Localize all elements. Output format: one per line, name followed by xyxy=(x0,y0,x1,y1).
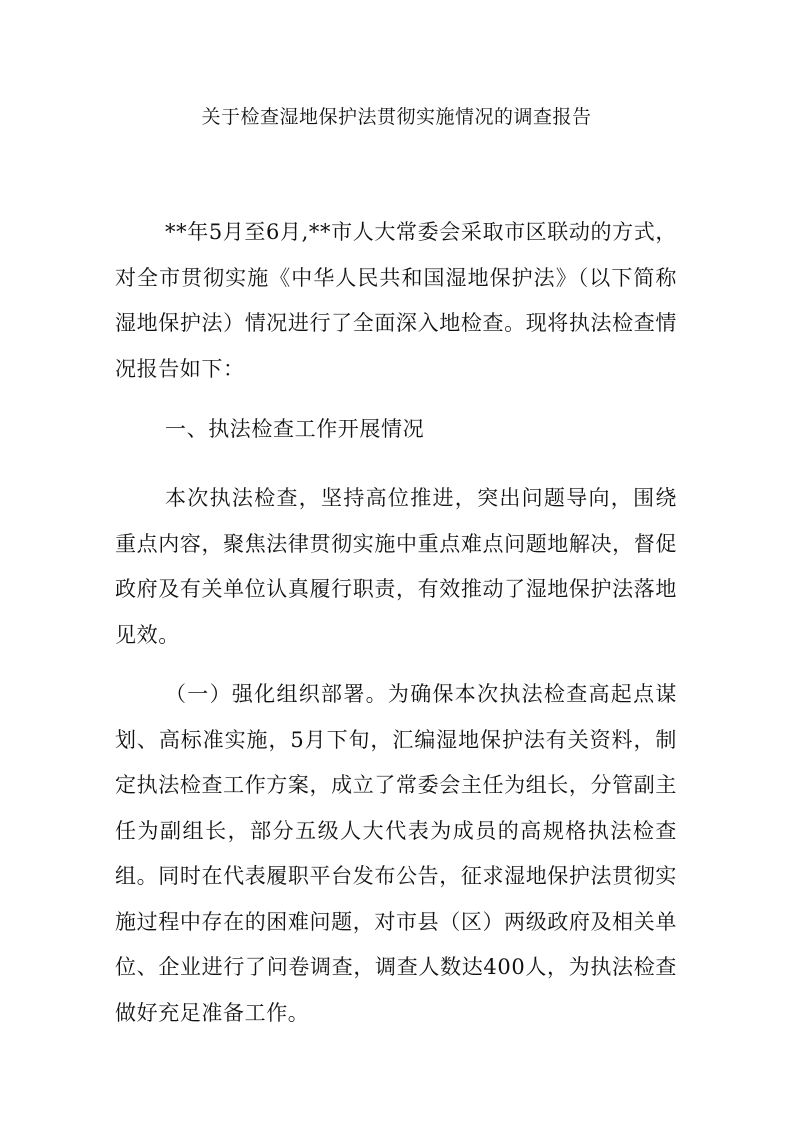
intro-paragraph: **年5月至6月,**市人大常委会采取市区联动的方式，对全市贯彻实施《中华人民共和国湿地保护法》（以下简称湿地保护法）情况进行了全面深入地检查。现将执法检查情况报告如下： xyxy=(115,220,677,381)
section-heading: 一、执法检查工作开展情况 xyxy=(165,417,425,441)
section-paragraph: 本次执法检查，坚持高位推进，突出问题导向，围绕重点内容，聚焦法律贯彻实施中重点难点问题地解决，督促政府及有关单位认真履行职责，有效推动了湿地保护法落地见效。 xyxy=(115,486,677,647)
subsection-paragraph: （一）强化组织部署。为确保本次执法检查高起点谋划、高标准实施，5月下旬，汇编湿地保护法有关资料，制定执法检查工作方案，成立了常委会主任为组长，分管副主任为副组长，部分五级人大代表为成员的高规格执法检查组。同时在代表履职平台发布公告，征求湿地保护法贯彻实施过程中存在的困难问题，对市县（区）两级政府及相关单位、企业进行了问卷调查，调查人数达400人，为执法检查做好充足准备工作。 xyxy=(115,682,677,1025)
document-title: 关于检查湿地保护法贯彻实施情况的调查报告 xyxy=(201,106,592,128)
